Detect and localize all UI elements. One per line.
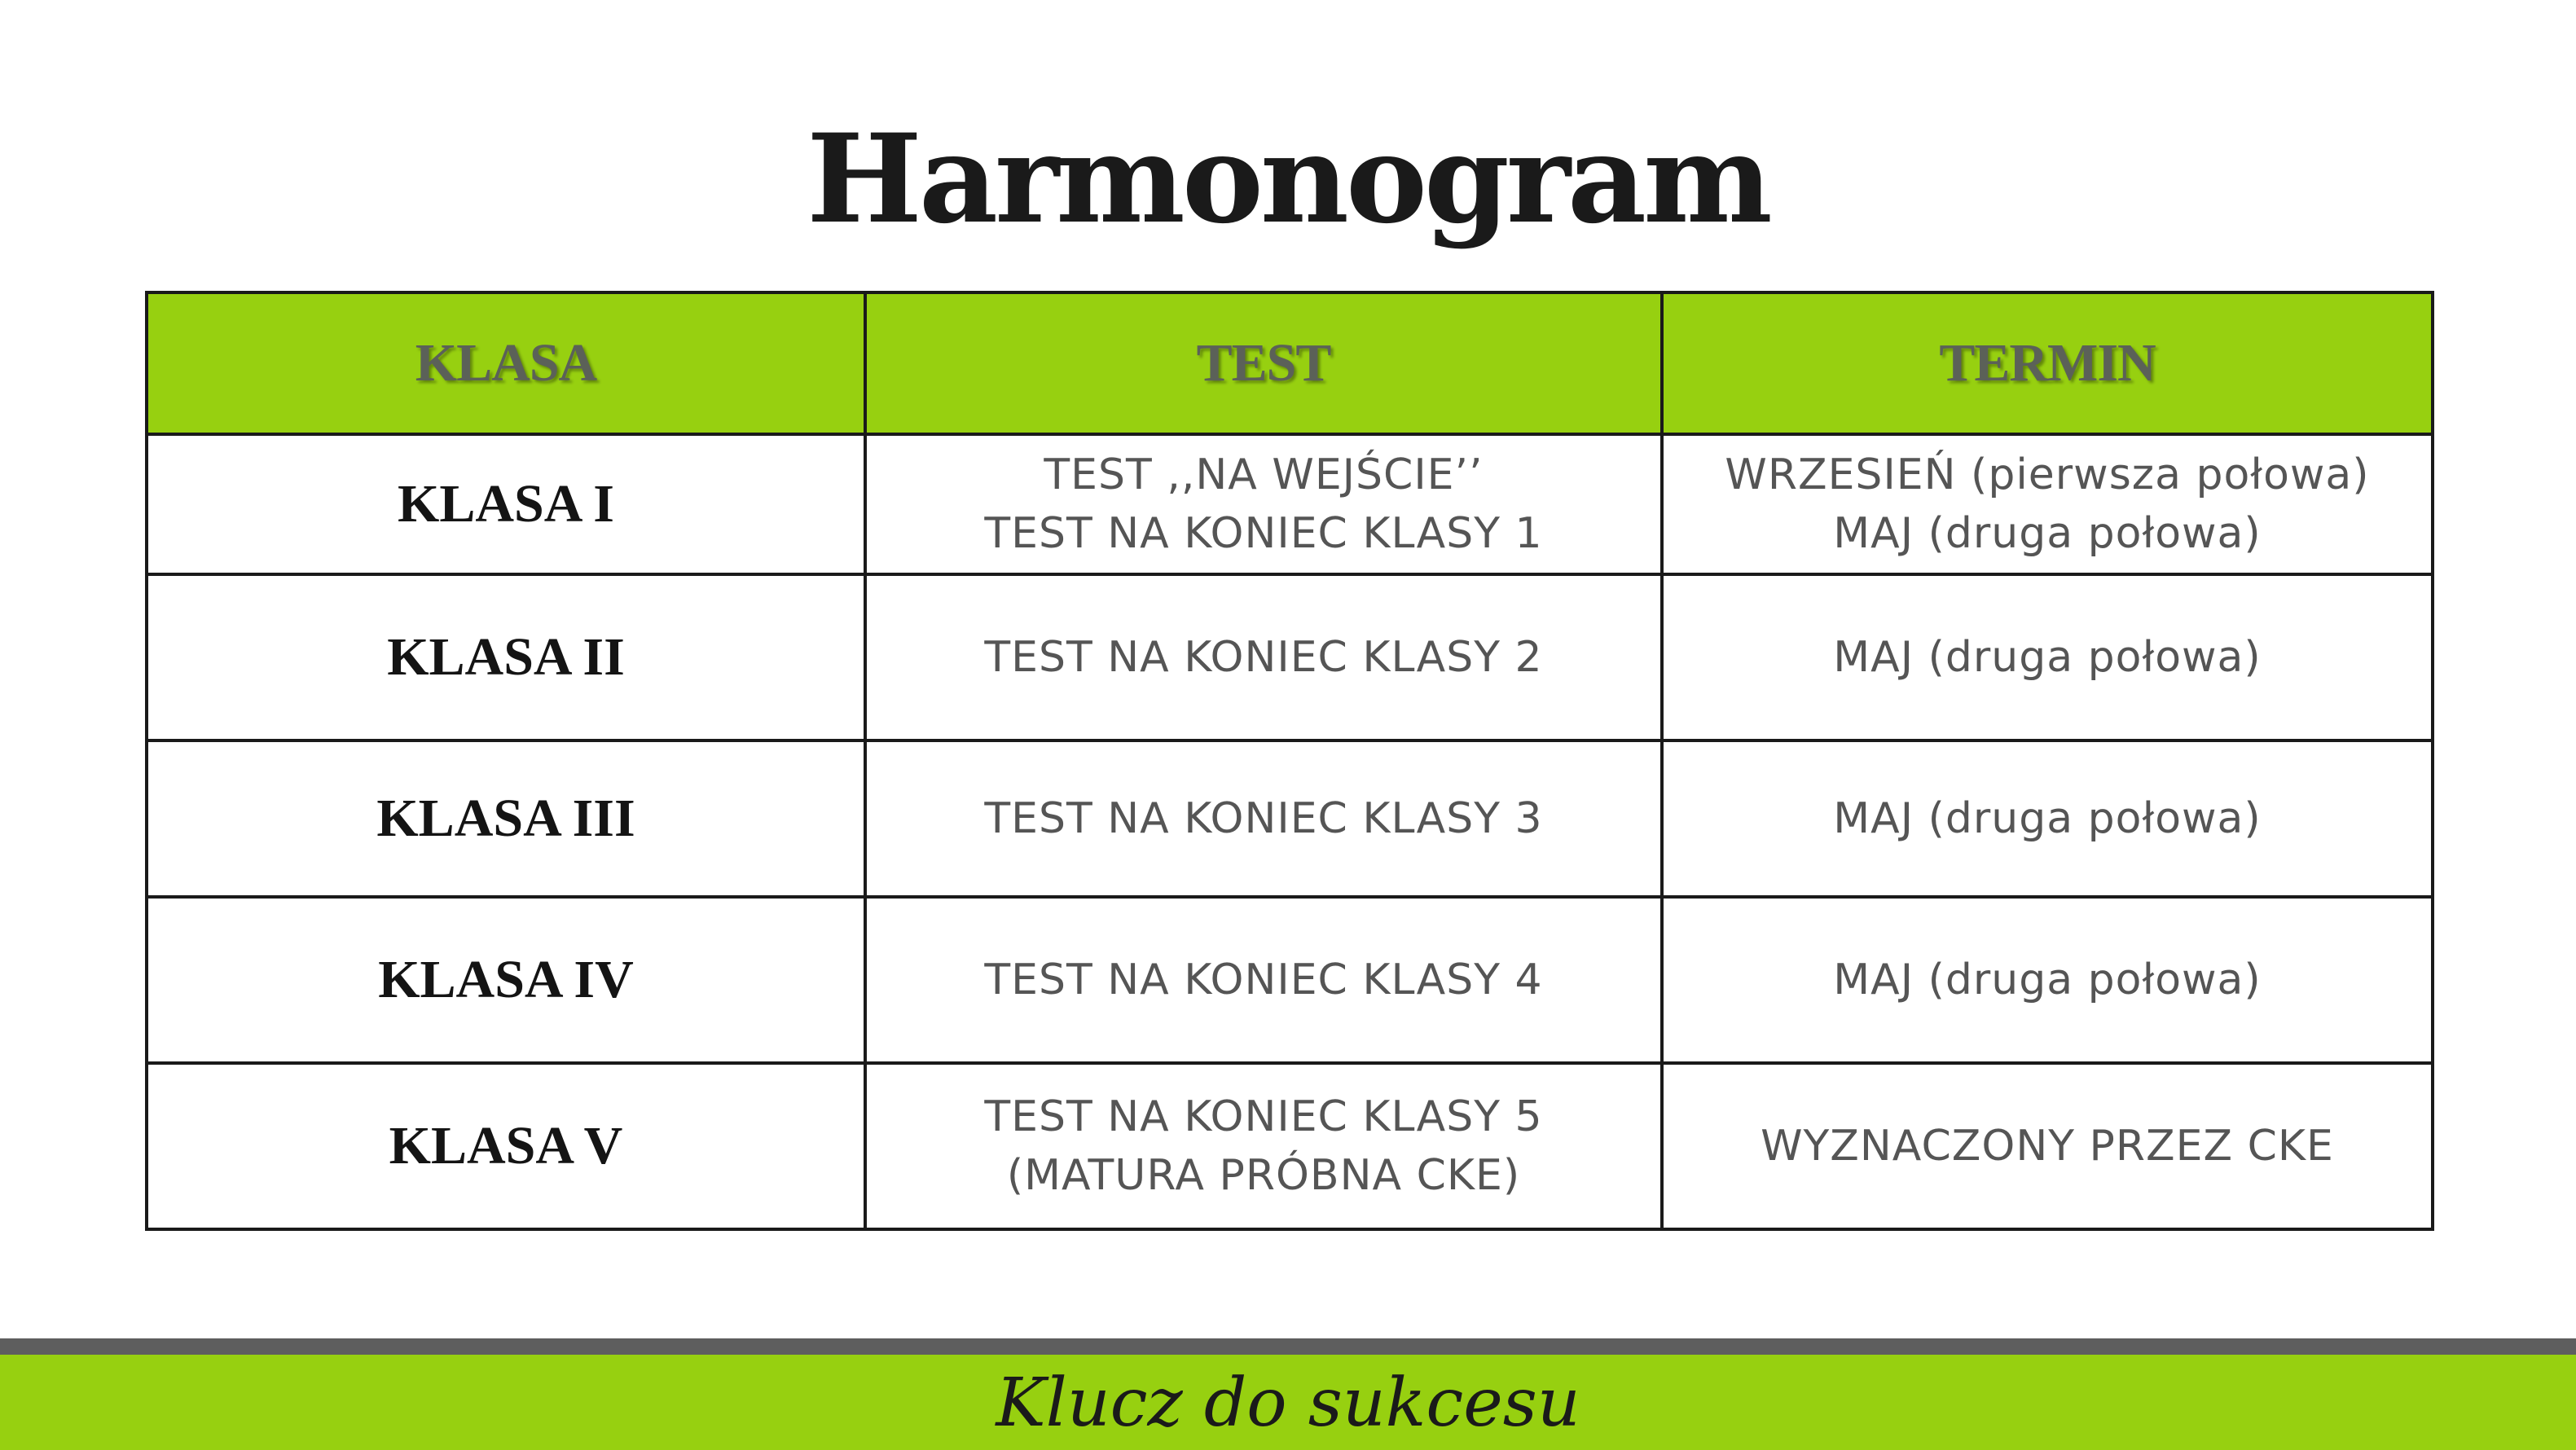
schedule-table <box>145 291 2434 1231</box>
klasa-cell: KLASA IV <box>147 897 865 1063</box>
klasa-cell: KLASA I <box>147 434 865 574</box>
klasa-cell: KLASA II <box>147 574 865 740</box>
table-row <box>147 740 2433 897</box>
test-cell <box>865 740 1662 897</box>
termin-line: MAJ (druga połowa) <box>1833 509 2262 558</box>
footer-band <box>0 1355 2576 1450</box>
termin-cell <box>1662 1063 2433 1229</box>
termin-line: MAJ (druga połowa) <box>1833 956 2262 1004</box>
test-line: TEST NA KONIEC KLASY 2 <box>984 633 1543 682</box>
test-line: (MATURA PRÓBNA CKE) <box>1006 1151 1521 1200</box>
termin-cell <box>1662 740 2433 897</box>
test-cell <box>865 1063 1662 1229</box>
column-header-termin: TERMIN <box>1662 292 2433 434</box>
test-line: TEST NA KONIEC KLASY 5 <box>984 1092 1543 1141</box>
klasa-cell: KLASA V <box>147 1063 865 1229</box>
termin-line: MAJ (druga połowa) <box>1833 794 2262 843</box>
column-header-klasa: KLASA <box>147 292 865 434</box>
table-row <box>147 897 2433 1063</box>
test-line: TEST ,,NA WEJŚCIE’’ <box>1044 450 1484 499</box>
test-line: TEST NA KONIEC KLASY 1 <box>984 509 1543 558</box>
test-cell <box>865 434 1662 574</box>
termin-cell <box>1662 574 2433 740</box>
termin-cell <box>1662 897 2433 1063</box>
footer-slogan: Klucz do sukcesu <box>996 1364 1580 1442</box>
termin-line: WYZNACZONY PRZEZ CKE <box>1761 1122 2334 1171</box>
table-row <box>147 1063 2433 1229</box>
test-line: TEST NA KONIEC KLASY 4 <box>984 956 1543 1004</box>
termin-cell <box>1662 434 2433 574</box>
test-line: TEST NA KONIEC KLASY 3 <box>984 794 1543 843</box>
termin-line: WRZESIEŃ (pierwsza połowa) <box>1725 450 2370 499</box>
footer-divider <box>0 1338 2576 1355</box>
table-header-row <box>147 292 2433 434</box>
test-cell <box>865 897 1662 1063</box>
column-header-test: TEST <box>865 292 1662 434</box>
table-row <box>147 434 2433 574</box>
klasa-cell: KLASA III <box>147 740 865 897</box>
table-row <box>147 574 2433 740</box>
test-cell <box>865 574 1662 740</box>
termin-line: MAJ (druga połowa) <box>1833 633 2262 682</box>
page-title: Harmonogram <box>807 108 1769 251</box>
